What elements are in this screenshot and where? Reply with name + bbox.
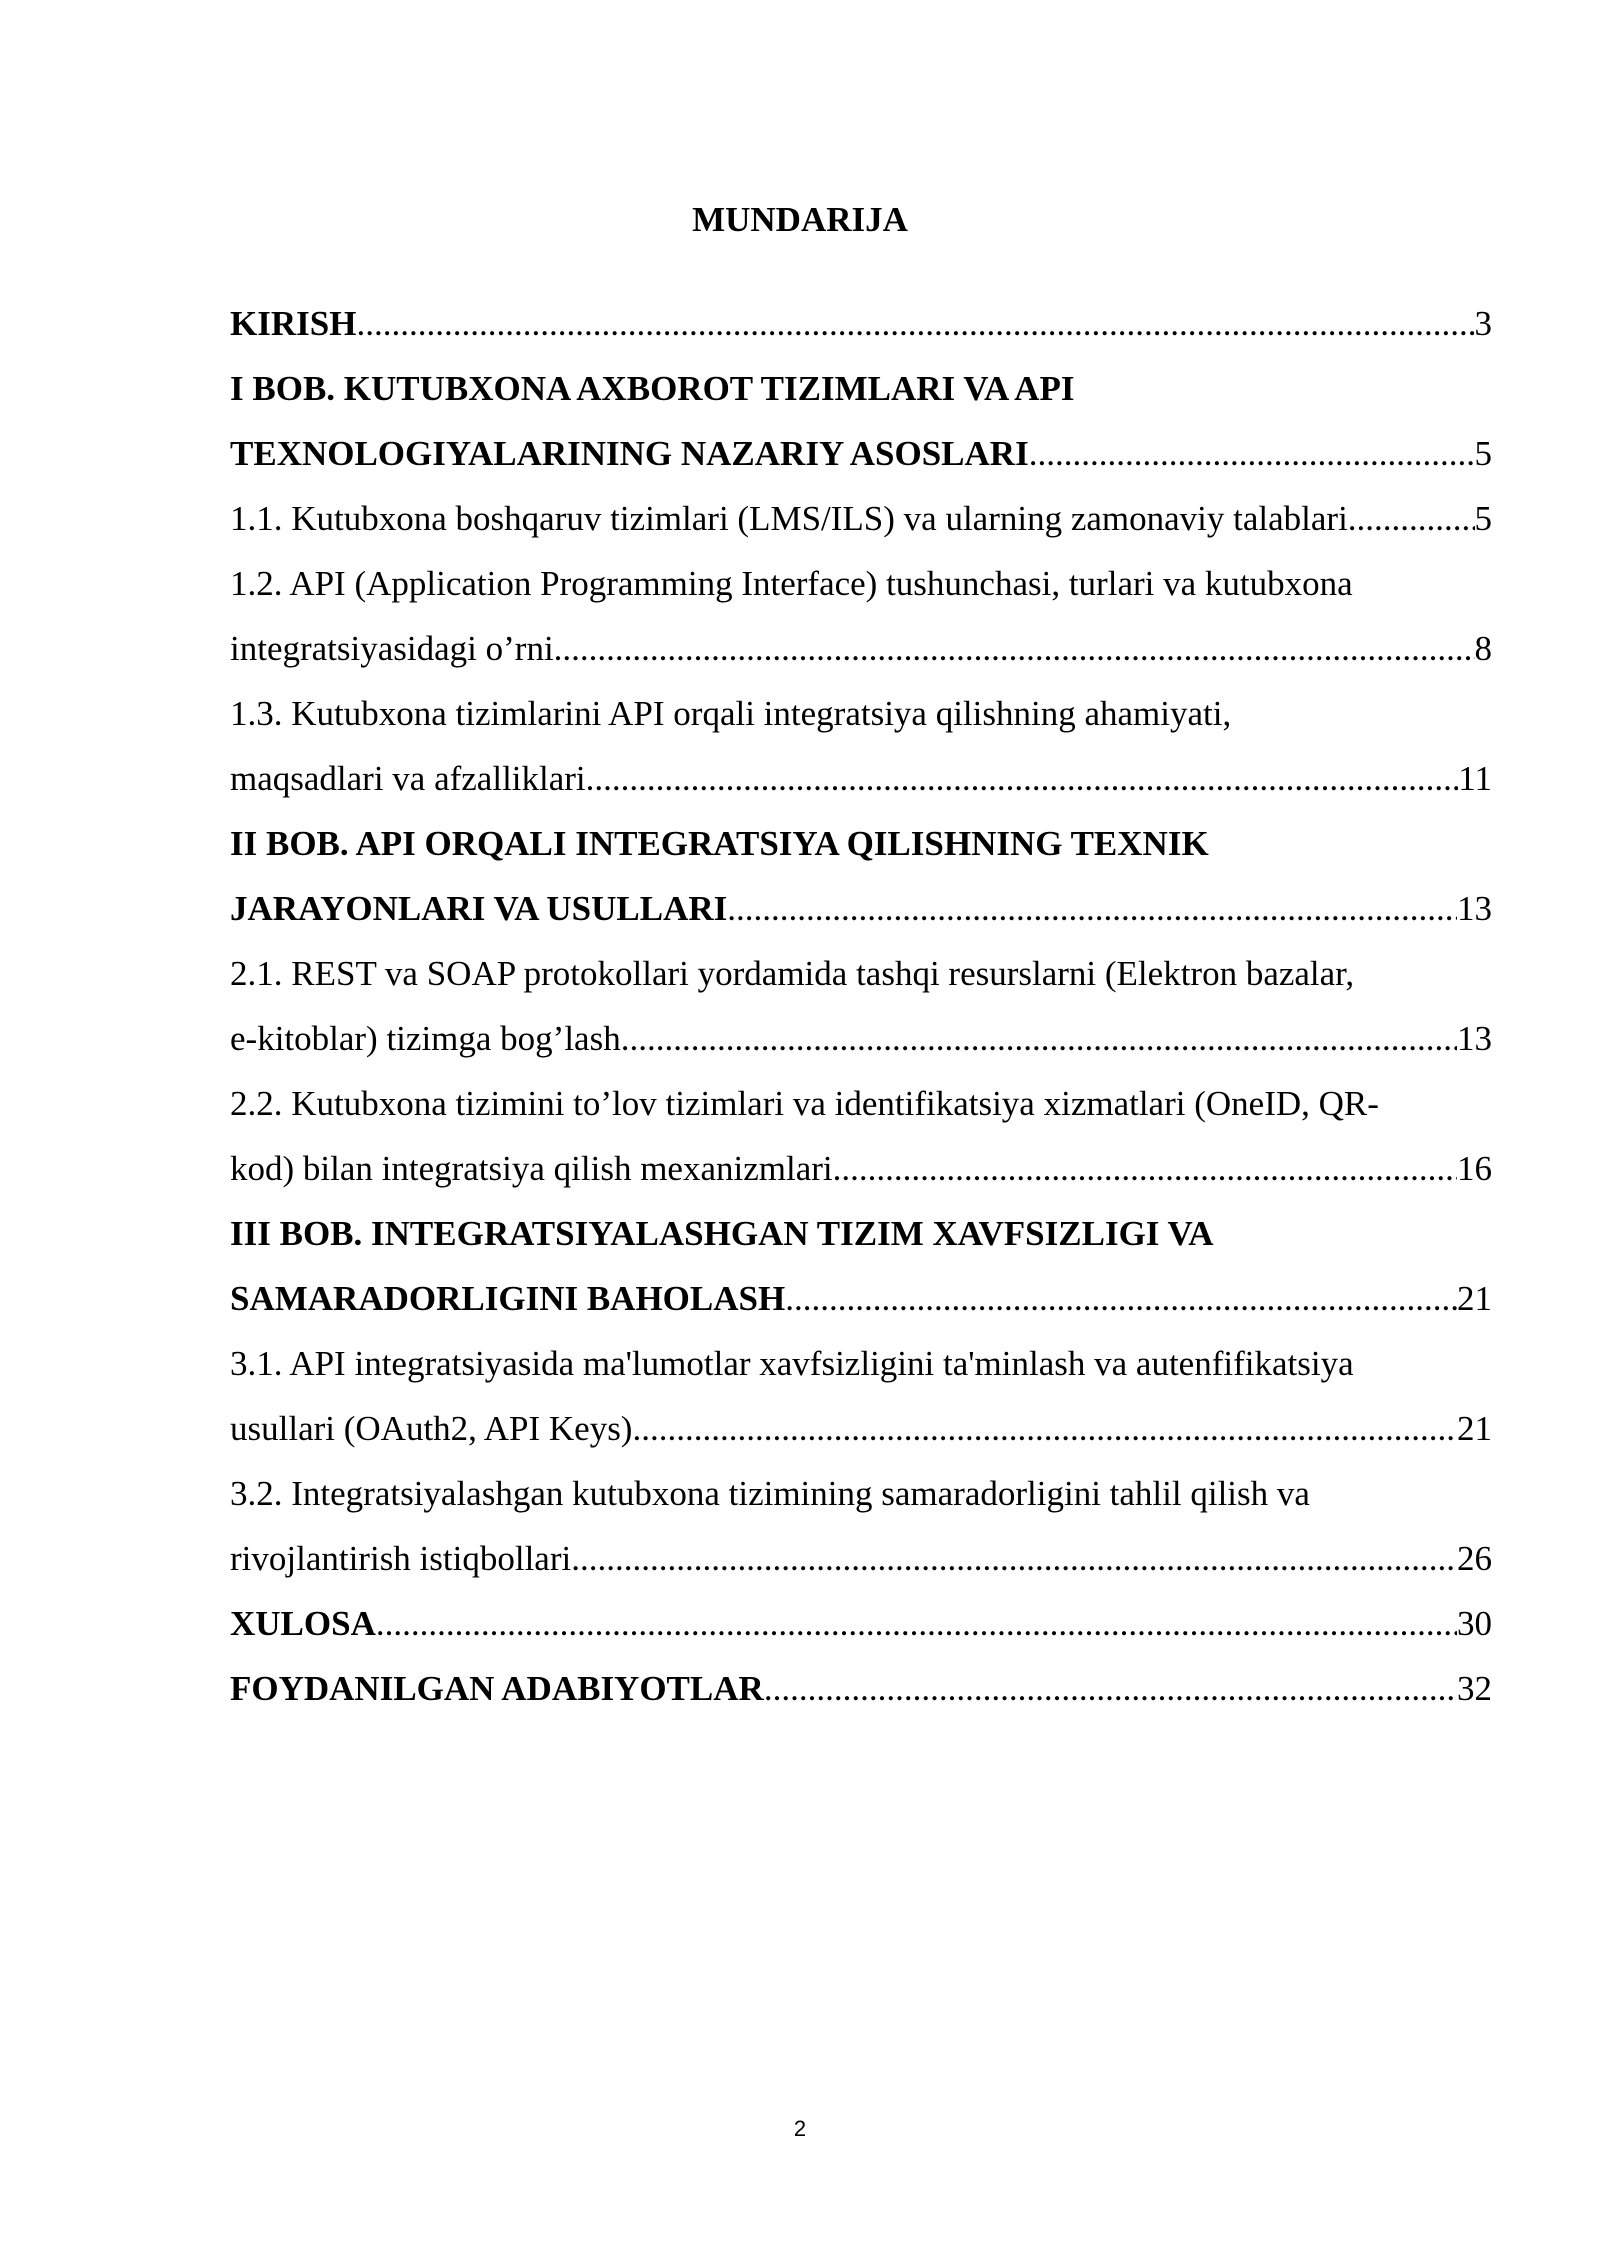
toc-dot-leader — [621, 1006, 1457, 1071]
toc-entry — [230, 1461, 1492, 1591]
toc-entry-text: 2.2. Kutubxona tizimini to’lov tizimlari va identifikatsiya xizmatlari (OneID, QR- — [230, 1084, 1379, 1123]
toc-entry-text: TEXNOLOGIYALARINING NAZARIY ASOSLARI — [230, 434, 1029, 473]
toc-page-number: 26 — [1457, 1539, 1492, 1578]
toc-page-number: 21 — [1457, 1409, 1492, 1448]
toc-dot-leader — [571, 1526, 1457, 1591]
toc-entry — [230, 486, 1492, 551]
toc-entry-text: maqsadlari va afzalliklari — [230, 759, 586, 798]
toc-entry-text: 3.2. Integratsiyalashgan kutubxona tizimining samaradorligini tahlil qilish va — [230, 1474, 1310, 1513]
toc-dot-leader — [554, 616, 1475, 681]
toc-entry-text: JARAYONLARI VA USULLARI — [230, 889, 728, 928]
toc-dot-leader — [376, 1591, 1457, 1656]
toc-entry-text: usullari (OAuth2, API Keys) — [230, 1409, 633, 1448]
toc-page-number: 32 — [1457, 1669, 1492, 1708]
toc-entry-last-line — [230, 1136, 1492, 1201]
toc-entry — [230, 941, 1492, 1071]
toc-dot-leader — [586, 746, 1459, 811]
toc-dot-leader — [1029, 421, 1475, 486]
toc-entry-text: KIRISH — [230, 304, 357, 343]
toc-entry-last-line — [230, 291, 1492, 356]
toc-entry-last-line — [230, 1006, 1492, 1071]
toc-dot-leader — [833, 1136, 1457, 1201]
toc-entry-text: 1.2. API (Application Programming Interface) tushunchasi, turlari va kutubxona — [230, 564, 1353, 603]
toc-entry — [230, 356, 1492, 486]
table-of-contents — [230, 291, 1492, 1721]
toc-entry-text: 1.1. Kutubxona boshqaruv tizimlari (LMS/ILS) va ularning zamonaviy talablari — [230, 499, 1348, 538]
toc-entry — [230, 1591, 1492, 1656]
toc-entry — [230, 1331, 1492, 1461]
toc-entry-last-line — [230, 486, 1492, 551]
toc-entry-text: e-kitoblar) tizimga bog’lash — [230, 1019, 621, 1058]
toc-entry-last-line — [230, 616, 1492, 681]
toc-entry-text: III BOB. INTEGRATSIYALASHGAN TIZIM XAVFSIZLIGI VA — [230, 1214, 1214, 1253]
toc-dot-leader — [1348, 486, 1475, 551]
toc-dot-leader — [785, 1266, 1457, 1331]
toc-entry-text: integratsiyasidagi o’rni — [230, 629, 554, 668]
toc-entry-text: kod) bilan integratsiya qilish mexanizmlari — [230, 1149, 833, 1188]
toc-page-number: 13 — [1457, 1019, 1492, 1058]
page-number: 2 — [793, 2116, 807, 2141]
toc-entry-last-line — [230, 876, 1492, 941]
toc-page-number: 21 — [1457, 1279, 1492, 1318]
toc-page-number: 13 — [1457, 889, 1492, 928]
toc-entry-text: rivojlantirish istiqbollari — [230, 1539, 572, 1578]
toc-entry-last-line — [230, 1656, 1492, 1721]
page-title: MUNDARIJA — [692, 200, 908, 239]
toc-dot-leader — [727, 876, 1457, 941]
toc-entry — [230, 1071, 1492, 1201]
toc-entry-last-line — [230, 1266, 1492, 1331]
toc-entry-last-line — [230, 1396, 1492, 1461]
toc-page-number: 5 — [1474, 434, 1492, 473]
toc-dot-leader — [356, 291, 1474, 356]
toc-page-number: 16 — [1457, 1149, 1492, 1188]
toc-entry-text: 2.1. REST va SOAP protokollari yordamida tashqi resurslarni (Elektron bazalar, — [230, 954, 1355, 993]
toc-dot-leader — [764, 1656, 1457, 1721]
toc-entry — [230, 551, 1492, 681]
toc-page-number: 30 — [1457, 1604, 1492, 1643]
toc-entry-text: 1.3. Kutubxona tizimlarini API orqali integratsiya qilishning ahamiyati, — [230, 694, 1232, 733]
toc-entry-text: II BOB. API ORQALI INTEGRATSIYA QILISHNING TEXNIK — [230, 824, 1209, 863]
toc-entry-text: 3.1. API integratsiyasida ma'lumotlar xavfsizligini ta'minlash va autenfifikatsiya — [230, 1344, 1354, 1383]
toc-dot-leader — [632, 1396, 1457, 1461]
toc-entry-text: FOYDANILGAN ADABIYOTLAR — [230, 1669, 764, 1708]
toc-entry-text: XULOSA — [230, 1604, 376, 1643]
toc-page-number: 5 — [1474, 499, 1492, 538]
toc-entry — [230, 1201, 1492, 1331]
toc-page-number: 3 — [1474, 304, 1492, 343]
toc-entry-last-line — [230, 1526, 1492, 1591]
toc-entry-text: SAMARADORLIGINI BAHOLASH — [230, 1279, 786, 1318]
toc-entry-last-line — [230, 746, 1492, 811]
toc-entry-last-line — [230, 421, 1492, 486]
toc-entry — [230, 681, 1492, 811]
toc-page-number: 11 — [1458, 759, 1492, 798]
toc-entry — [230, 811, 1492, 941]
toc-entry-last-line — [230, 1591, 1492, 1656]
toc-entry — [230, 1656, 1492, 1721]
toc-entry-text: I BOB. KUTUBXONA AXBOROT TIZIMLARI VA API — [230, 369, 1075, 408]
toc-entry — [230, 291, 1492, 356]
toc-page-number: 8 — [1474, 629, 1492, 668]
